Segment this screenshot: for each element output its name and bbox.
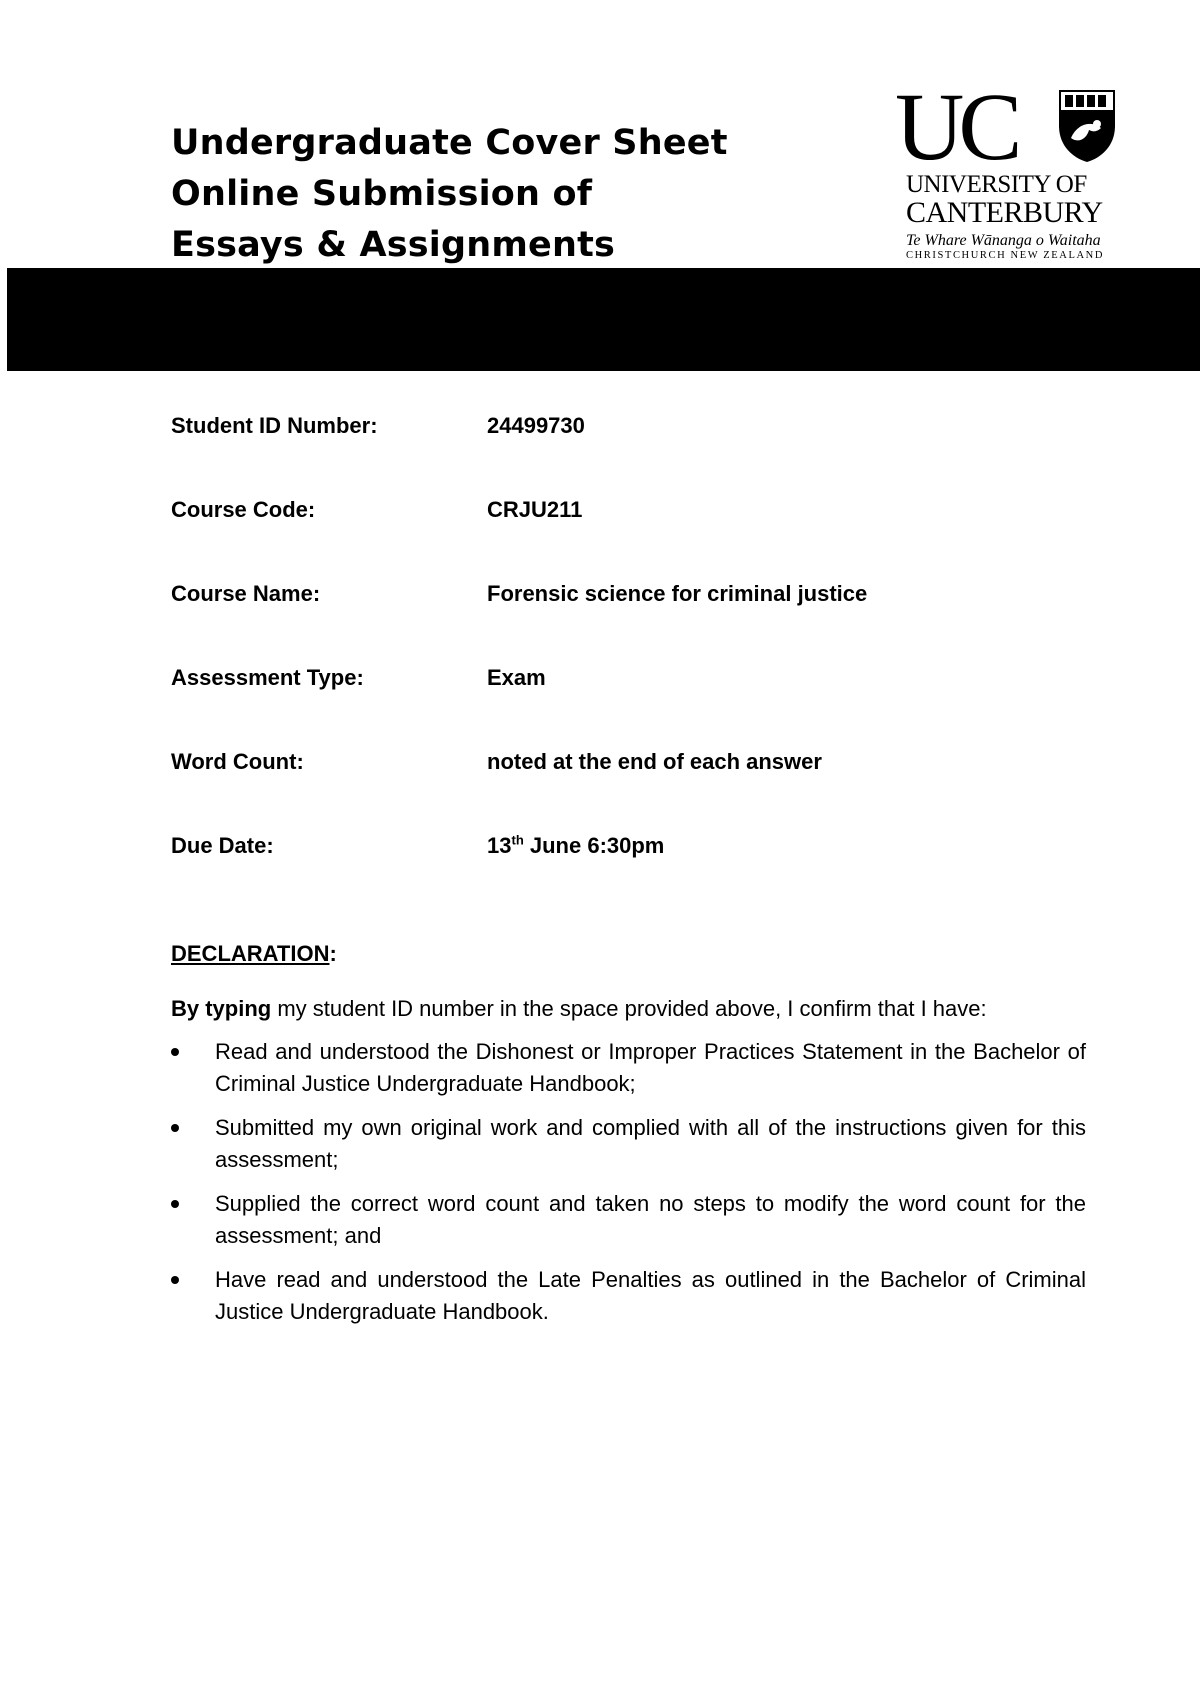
list-item-text: Read and understood the Dishonest or Improper Practices Statement in the Bachelor of Criminal Justice Undergraduate Handbook;: [215, 1039, 1086, 1096]
crest-icon: [1057, 88, 1117, 164]
bullet-icon: [171, 1048, 179, 1056]
declaration-intro-rest: my student ID number in the space provided above, I confirm that I have:: [271, 996, 987, 1021]
due-date-day: 13: [487, 833, 512, 858]
title-line-1: Undergraduate Cover Sheet: [171, 123, 728, 163]
detail-row-word-count: [171, 741, 1071, 825]
due-date-suffix: th: [511, 832, 524, 848]
student-id-label: Student ID Number:: [171, 413, 378, 438]
logo-location: CHRISTCHURCH NEW ZEALAND: [906, 250, 1105, 261]
submission-details: [171, 405, 1071, 909]
declaration-heading-colon: :: [329, 941, 337, 966]
logo-canterbury: CANTERBURY: [906, 196, 1103, 229]
course-code-value: CRJU211: [487, 497, 583, 522]
declaration-intro: [171, 993, 987, 1025]
university-logo: [895, 73, 1125, 264]
list-item-text: Have read and understood the Late Penalties as outlined in the Bachelor of Criminal Justice Undergraduate Handbook.: [215, 1267, 1086, 1324]
due-date-rest: June 6:30pm: [523, 833, 665, 858]
list-item: [171, 1036, 1086, 1100]
logo-monogram: UC: [895, 73, 1017, 180]
title-line-2: Online Submission of: [171, 174, 593, 214]
detail-row-course-code: [171, 489, 1071, 573]
due-date-value: [487, 825, 664, 867]
detail-row-student-id: [171, 405, 1071, 489]
assessment-type-label: Assessment Type:: [171, 665, 364, 690]
logo-university-of: UNIVERSITY OF: [906, 171, 1087, 198]
list-item-text: Submitted my own original work and complied with all of the instructions given for this assessment;: [215, 1115, 1086, 1172]
bullet-icon: [171, 1200, 179, 1208]
page-title: [171, 118, 811, 271]
course-code-label: Course Code:: [171, 497, 316, 522]
list-item-text: Supplied the correct word count and taken no steps to modify the word count for the assessment; and: [215, 1191, 1086, 1248]
list-item: [171, 1264, 1086, 1328]
bullet-icon: [171, 1124, 179, 1132]
course-name-value: Forensic science for criminal justice: [487, 581, 868, 606]
detail-row-course-name: [171, 573, 1071, 657]
bullet-icon: [171, 1276, 179, 1284]
assessment-type-value: Exam: [487, 665, 546, 690]
list-item: [171, 1112, 1086, 1176]
logo-maori-name: Te Whare Wānanga o Waitaha: [906, 232, 1101, 249]
list-item: [171, 1188, 1086, 1252]
due-date-label: Due Date:: [171, 833, 274, 858]
word-count-value: noted at the end of each answer: [487, 749, 822, 774]
word-count-label: Word Count:: [171, 749, 304, 774]
detail-row-due-date: [171, 825, 1071, 909]
declaration-intro-bold: By typing: [171, 996, 272, 1021]
course-name-label: Course Name:: [171, 581, 321, 606]
declaration-heading-text: DECLARATION: [171, 941, 330, 966]
detail-row-assessment-type: [171, 657, 1071, 741]
title-line-3: Essays & Assignments: [171, 225, 616, 265]
student-id-value: 24499730: [487, 413, 585, 438]
declaration-heading: [171, 938, 337, 970]
declaration-list: [171, 1036, 1086, 1340]
header-band: [7, 268, 1200, 371]
